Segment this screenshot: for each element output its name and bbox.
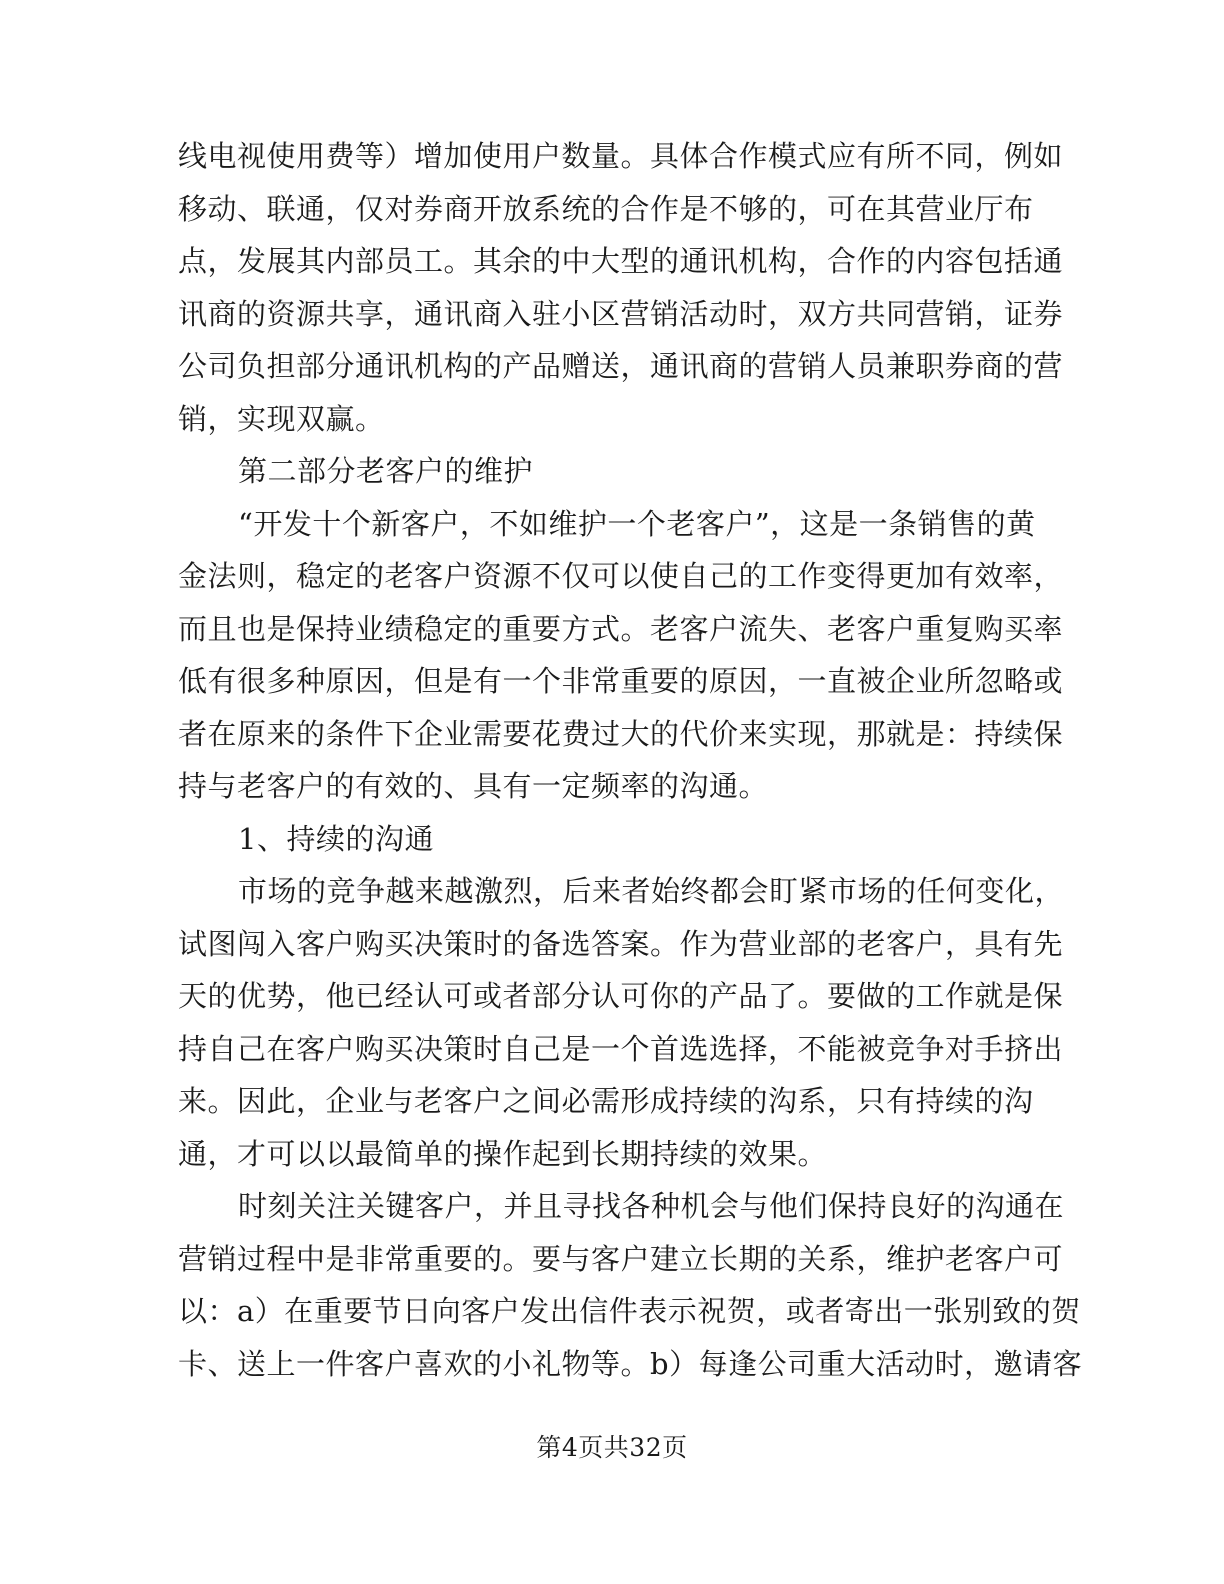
document-body [178,130,1083,1390]
text-line: 来。因此，企业与老客户之间必需形成持续的沟系，只有持续的沟 [178,1084,1034,1118]
text-line: 第二部分老客户的维护 [238,454,534,488]
text-line: 点，发展其内部员工。其余的中大型的通讯机构，合作的内容包括通 [178,244,1064,278]
text-line: 持与老客户的有效的、具有一定频率的沟通。 [178,769,769,803]
text-line: 天的优势，他已经认可或者部分认可你的产品了。要做的工作就是保 [178,979,1064,1013]
text-line: 市场的竞争越来越激烈，后来者始终都会盯紧市场的任何变化， [238,874,1065,908]
text-line: 通，才可以以最简单的操作起到长期持续的效果。 [178,1136,828,1171]
text-line: 销，实现双赢。 [178,401,385,436]
text-line: 以：a）在重要节日向客户发出信件表示祝贺，或者寄出一张别致的贺 [178,1294,1081,1328]
text-line: 时刻关注关键客户，并且寻找各种机会与他们保持良好的沟通在 [238,1189,1065,1223]
text-line: 线电视使用费等）增加使用户数量。具体合作模式应有所不同，例如 [178,139,1064,173]
text-line: 卡、送上一件客户喜欢的小礼物等。b）每逢公司重大活动时，邀请客 [178,1346,1083,1381]
text-line: 金法则，稳定的老客户资源不仅可以使自己的工作变得更加有效率， [178,559,1064,593]
text-line: “开发十个新客户，不如维护一个老客户”，这是一条销售的黄 [238,506,1036,541]
text-line: 1、持续的沟通 [238,821,434,856]
text-line: 营销过程中是非常重要的。要与客户建立长期的关系，维护老客户可 [178,1241,1064,1276]
text-line: 讯商的资源共享，通讯商入驻小区营销活动时，双方共同营销，证券 [178,296,1064,331]
text-line: 试图闯入客户购买决策时的备选答案。作为营业部的老客户，具有先 [178,926,1064,961]
text-line: 低有很多种原因，但是有一个非常重要的原因，一直被企业所忽略或 [178,664,1064,698]
text-line: 者在原来的条件下企业需要花费过大的代价来实现，那就是：持续保 [178,716,1064,751]
page-number: 第4页共32页 [536,1433,688,1462]
text-line: 移动、联通，仅对券商开放系统的合作是不够的，可在其营业厅布 [178,191,1034,226]
text-line: 公司负担部分通讯机构的产品赠送，通讯商的营销人员兼职券商的营 [178,349,1064,383]
text-line: 持自己在客户购买决策时自己是一个首选选择，不能被竞争对手挤出 [178,1031,1064,1066]
text-line: 而且也是保持业绩稳定的重要方式。老客户流失、老客户重复购买率 [178,611,1064,646]
